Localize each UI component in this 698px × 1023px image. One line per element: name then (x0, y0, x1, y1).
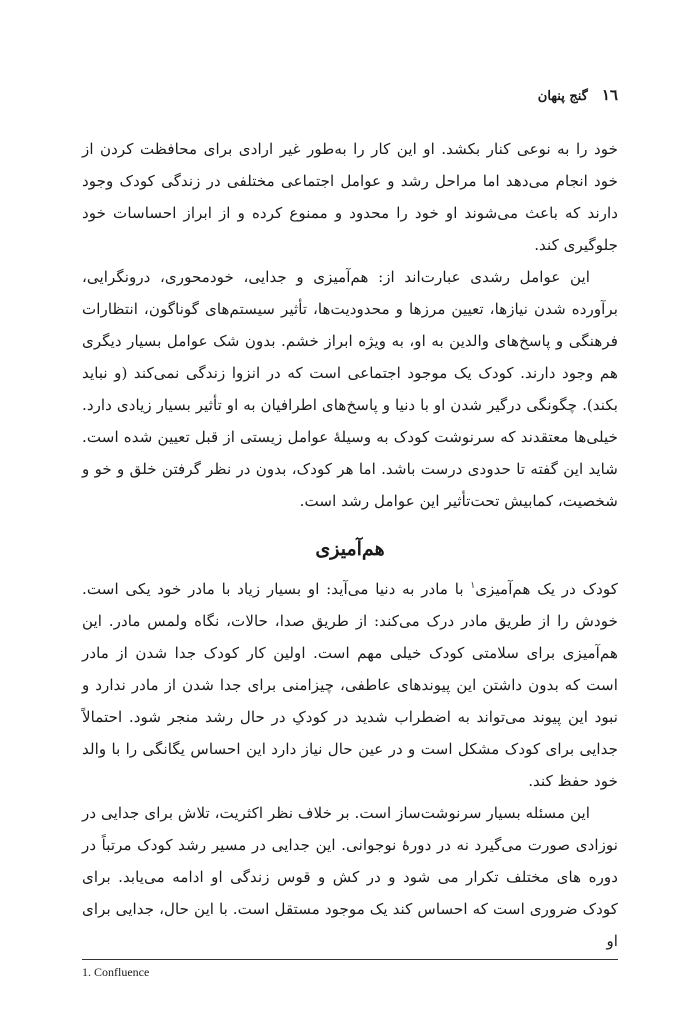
confluence-body-text: با مادر به دنیا می‌آید: او بسیار زیاد با مادر خود یکی است. خودش را از طریق مادر درک می‌کند: از طریق صدا، حالات، نگاه ولمس مادر. این هم‌آمیزی برای سلامتی کودک خیلی مهم است. اولین کار کودک جدا شدن از مادر است که بدون داشتن این پیوندهای عاطفی، چیزامنی برای جدا شدن از مادر ندارد و نبود این پیوند می‌تواند به اضطراب شدید در کودکِ در حال رشد منجر شود. احتمالاً جدایی برای کودک مشکل است و در عین حال نیاز دارد این احساس یگانگی را با والد خود حفظ کند. (82, 580, 618, 790)
paragraph-separation: این مسئله بسیار سرنوشت‌ساز است. بر خلاف نظر اکثریت، تلاش برای جدایی در نوزادی صورت می‌گیرد نه در دورهٔ نوجوانی. این جدایی در مسیر رشد کودک مرتباً در دوره های مختلف تکرار می شود و در کش و قوس زندگی او ادامه می‌یابد. برای کودک ضروری است که احساس کند یک موجود مستقل است. با این حال، جدایی برای او (82, 804, 618, 950)
book-page (82, 86, 618, 980)
paragraph-continued: خود را به نوعی کنار بکشد. او این کار را به‌طور غیر ارادی برای محافظت کردن از خود انجام می‌دهد اما مراحل رشد و عوامل اجتماعی مختلفی در زندگی کودک وجود دارند که باعث می‌شوند او خود را محدود و ممنوع کرده و از ابراز احساسات خود جلوگیری کند. (82, 140, 618, 254)
paragraph-confluence (82, 573, 618, 797)
footnote: 1. Confluence (82, 965, 150, 979)
footnote-marker: ١ (470, 580, 476, 591)
running-title: گنج پنهان (537, 89, 588, 104)
footnote-divider (82, 959, 618, 960)
running-header (82, 86, 618, 110)
page-number: ١٦ (601, 86, 618, 104)
paragraph-developmental-factors: این عوامل رشدی عبارت‌اند از: هم‌آمیزی و جدایی، خودمحوری، درونگرایی، برآورده شدن نیازها، تعیین مرزها و محدودیت‌ها، تأثیر سیستم‌های گوناگون، انتظارات فرهنگی و پاسخ‌های والدین به او، به ویژه ابراز خشم. بدون شک عوامل بسیار دیگری هم وجود دارند. کودک یک موجود اجتماعی است که در انزوا زندگی نمی‌کند (و نباید بکند). چگونگی درگیر شدن او با دنیا و پاسخ‌های اطرافیان به او تأثیر بسیار زیادی دارد. خیلی‌ها معتقدند که سرنوشت کودک به وسیلهٔ عوامل زیستی از قبل تعیین شده است. شاید این گفته تا حدودی درست باشد. اما هر کودک، بدون در نظر گرفتن خلق و خو و شخصیت، کمابیش تحت‌تأثیر این عوامل رشد است. (82, 268, 618, 510)
section-heading: هم‌آمیزی (315, 538, 385, 560)
confluence-lead-text: کودک در یک هم‌آمیزی (475, 580, 619, 598)
